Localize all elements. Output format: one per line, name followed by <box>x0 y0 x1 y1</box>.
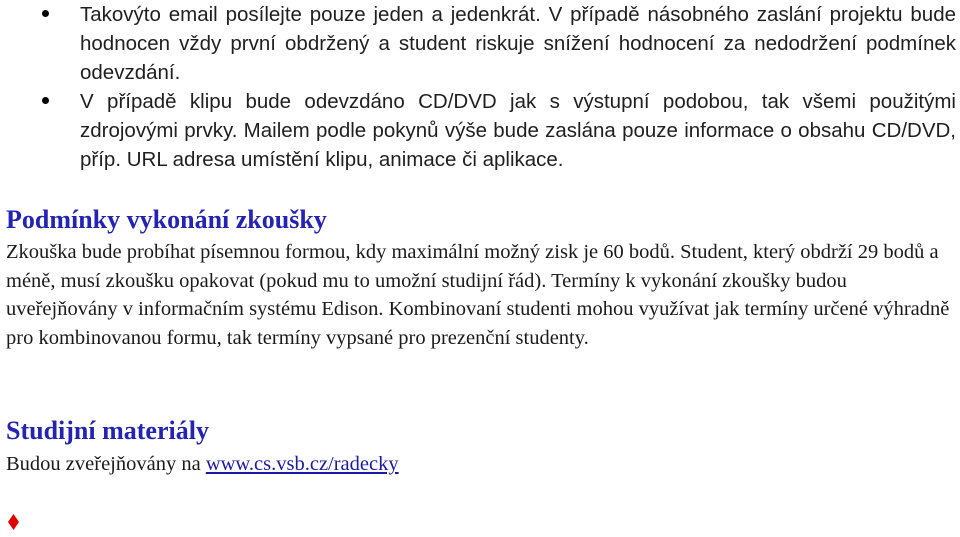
study-materials-link[interactable]: www.cs.vsb.cz/radecky <box>205 453 399 475</box>
bullet-list <box>0 0 960 174</box>
bullet-item <box>0 87 960 174</box>
bullet-dot-icon <box>42 10 49 17</box>
red-diamond-icon <box>8 514 19 530</box>
bullet-dot-icon <box>42 97 49 104</box>
exam-conditions-text: Zkouška bude probíhat písemnou formou, kdy maximální možný zisk je 60 bodů. Student, který obdrží 29 bodů a méně, musí zkoušku opakovat (pokud mu to umožní studijní řád). Termíny k vykonání zkoušky budou uveřejňovány v informačním systému Edison. Kombinovaní studenti mohou využívat jak termíny určené výhradně pro kombinovanou formu, tak termíny vypsané pro prezenční studenty. <box>6 241 950 350</box>
bullet-text: Takovýto email posílejte pouze jeden a jedenkrát. V případě násobného zaslání projektu bude hodnocen vždy první obdržený a student riskuje snížení hodnocení za nedodržení podmínek odevzdání. <box>80 3 956 84</box>
study-materials-text <box>6 450 954 479</box>
exam-conditions-heading: Podmínky vykonání zkoušky <box>6 205 327 234</box>
bullet-item <box>0 0 960 87</box>
study-materials-prefix: Budou zveřejňovány na <box>6 453 206 475</box>
bullet-text: V případě klipu bude odevzdáno CD/DVD jak s výstupní podobou, tak všemi použitými zdrojovými prvky. Mailem podle pokynů výše bude zaslána pouze informace o obsahu CD/DVD, příp. URL adresa umístění klipu, animace či aplikace. <box>80 90 956 171</box>
study-materials-heading: Studijní materiály <box>6 416 209 445</box>
